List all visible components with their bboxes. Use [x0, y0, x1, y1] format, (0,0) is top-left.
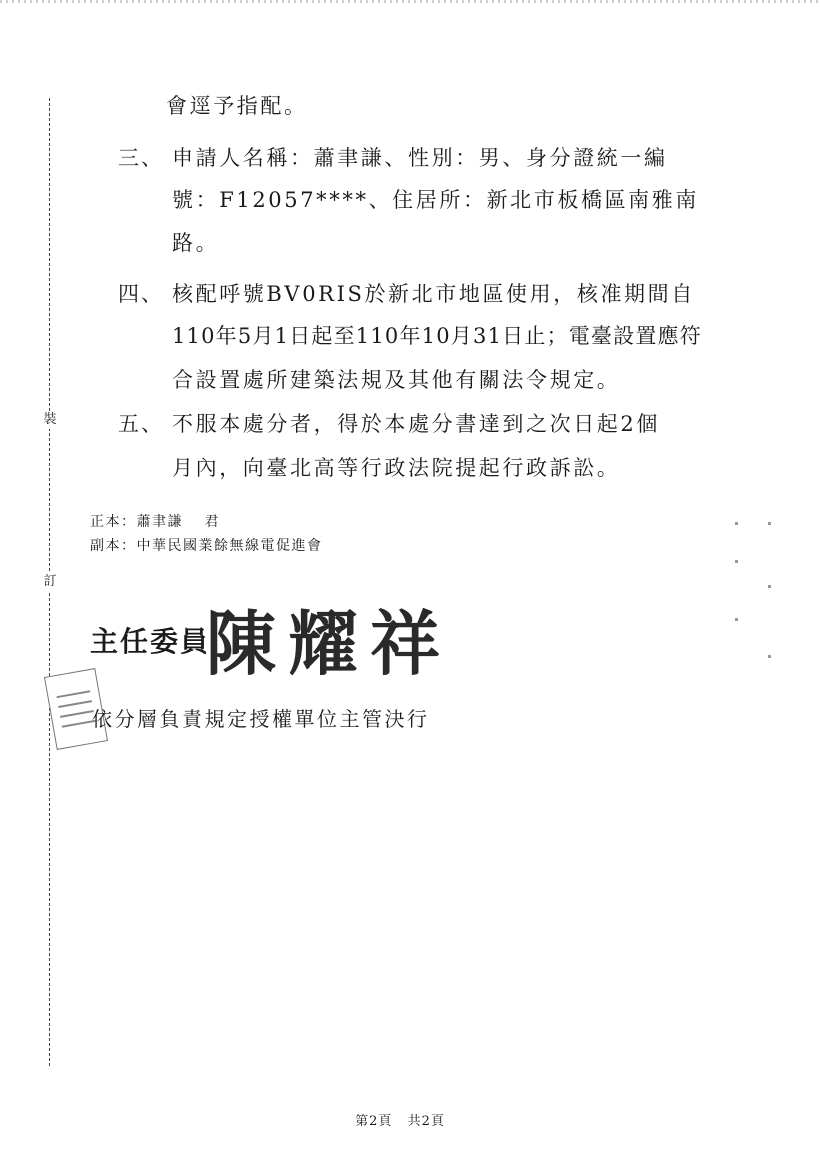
scan-mark [768, 655, 771, 658]
authority-note: 依分層負責規定授權單位主管決行 [92, 707, 430, 731]
body-line: 號：F12057****、住居所：新北市板橋區南雅南 [172, 188, 699, 212]
body-line: 合設置處所建築法規及其他有關法令規定。 [172, 368, 621, 392]
stamp-mark [62, 720, 96, 728]
item-number: 四、 [118, 282, 164, 306]
stamp-mark [58, 700, 92, 708]
scan-mark [768, 522, 771, 525]
body-line: 核配呼號BV0RIS於新北市地區使用，核准期間自 [172, 282, 695, 306]
body-line: 110年5月1日起至110年10月31日止；電臺設置應符 [172, 324, 702, 348]
scan-mark [735, 618, 738, 621]
stamp-mark [60, 710, 94, 718]
page-footer [0, 1110, 800, 1129]
signatory-name: 陳耀祥 [206, 603, 452, 685]
signatory-title: 主任委員 [90, 625, 211, 658]
body-line: 不服本處分者，得於本處分書達到之次日起2個 [172, 412, 660, 436]
stamp-mark [56, 690, 90, 698]
body-line: 申請人名稱：蕭聿謙、性別：男、身分證統一編 [172, 146, 668, 170]
original-copy-recipient: 正本：蕭聿謙 君 [90, 514, 220, 530]
scan-mark [768, 585, 771, 588]
item-number: 五、 [118, 412, 164, 436]
binding-label-bottom: 訂 [40, 573, 60, 591]
page-total: 共2頁 [407, 1114, 445, 1129]
body-line: 路。 [172, 231, 220, 255]
scan-mark [735, 560, 738, 563]
item-number: 三、 [118, 146, 164, 170]
page-number: 第2頁 [355, 1114, 393, 1129]
scan-mark [735, 522, 738, 525]
duplicate-copy-recipient: 副本：中華民國業餘無線電促進會 [90, 538, 323, 554]
body-line: 月內，向臺北高等行政法院提起行政訴訟。 [172, 456, 621, 480]
body-line: 會逕予指配。 [166, 94, 308, 118]
binding-label-top: 裝 [40, 411, 60, 429]
scan-edge-dots [0, 0, 820, 3]
